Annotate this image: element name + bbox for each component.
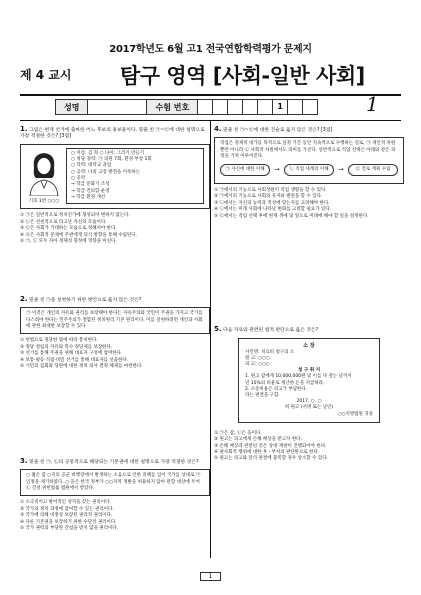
arrow-right-icon: → xyxy=(274,165,280,173)
profile-line: ○ 학력: 대학교 졸업 xyxy=(71,163,112,169)
answer-option[interactable]: ② 국가의 정치 과정에 참여할 수 있는 권리이다. xyxy=(20,506,114,512)
answer-option[interactable]: ④ ㉡에서는 미래 사회에 나타날 변화를 고려할 필요가 있다. xyxy=(214,207,332,213)
claim-line: 라는 판결을 구함. xyxy=(245,393,280,399)
answer-option[interactable]: ② ㉠에서의 기능으로 사회의 유지와 발전을 할 수 있다. xyxy=(214,194,323,200)
document-title: 소 장 xyxy=(303,343,315,350)
question-number: 1. xyxy=(20,125,28,133)
header-rule xyxy=(20,94,401,96)
question-stem: 그림은 현재 선거에 출마한 어느 후보의 홍보물이다. 밑줄 친 ㉠~㉢에 대한 설명으로 가장 적절한 것은? [3점] xyxy=(20,128,205,140)
passage-text: 직업은 경제적 대가를 목적으로 일정 기간 동안 지속적으로 수행하는 일로, ㉠ 개인적 차원뿐만 아니라 ㉡ 사회적 차원에서도 의미를 가진다. 일반적으로 직업 선택은 아래와 같은 과정을 거쳐 이루어진다. xyxy=(220,141,396,159)
exam-number-cell[interactable] xyxy=(213,100,228,114)
question-number: 3. xyxy=(20,457,28,465)
answer-option[interactable]: ③ 손해 배상과 관련된 것은 상대 재판이 진행되어야 한다. xyxy=(214,443,327,449)
answer-option[interactable]: ⑤ ㉢에서는 직업 선택 후에 현재 생애 및 앞으로 미래에 해야 할 일을 설정한다. xyxy=(214,213,369,219)
answer-option[interactable]: ④ 다른 기본권을 보장하기 위한 수단적 권리이다. xyxy=(20,519,117,525)
question-stem: 밑줄 친 ㉠, ㉡의 공통적으로 해당되는 기본권에 대한 설명으로 가장 적절한 것은? xyxy=(29,460,199,465)
page-number: 1 xyxy=(366,92,379,116)
passage-box xyxy=(214,137,404,183)
exam-number-cell[interactable]: 1 xyxy=(273,100,288,114)
answer-option[interactable]: ② ㉡은 선천적으로 타고난 자신의 모습이다. xyxy=(20,219,107,225)
question-5 xyxy=(214,326,404,463)
exam-period: 제 4 교시 xyxy=(20,68,72,82)
profile-line: → 학급 문화기 조성 xyxy=(71,182,110,188)
question-number: 2. xyxy=(20,295,28,303)
profile-line: ○ 이름: 김 혁 ○ 나이: 그리기 만들기 xyxy=(71,150,145,156)
exam-number-cell[interactable] xyxy=(258,100,273,114)
exam-number-label: 수험 번호 xyxy=(147,100,198,114)
answer-option[interactable]: ⑤ 원고는 피고와 달리 판결에 불복할 경우 상소할 수 있다. xyxy=(214,456,328,462)
answer-option[interactable]: ② 정당 설립의 자유와 복수 정당제를 보장한다. xyxy=(20,344,113,350)
passage-box: ○ 젊은 갑 ○지의 공군 비행장에서 발생하는 소음으로 인한 피해를 입어 국가를 상대로 ㉠ 인정을 제기하였다. ○ 을은 한국 정부가 ○○지역 개발을 허용하지 않아 관할 대상에 두어 ㉡ 건설 위헌법률 법원에서 받았다. xyxy=(20,469,210,496)
answer-option[interactable]: ③ ㉢은 사회가 기대하는 모습으로 정해져야 한다. xyxy=(20,226,117,232)
answer-option[interactable]: ③ ㉡에서는 자신의 능력과 적성에 맞는지를 고려해야 한다. xyxy=(214,200,330,206)
answer-option[interactable]: ⑤ ㉠, ㉡ 모두 자아 정체성 형성에 영향을 미친다. xyxy=(20,239,117,245)
answer-option[interactable]: ④ ㉣은 사회적 문제에 주관에게 의식 방향을 통해 수립된다. xyxy=(20,232,138,238)
profile-line: ○ 공약 xyxy=(71,176,86,181)
flow-step: ㉡ 직업 세계의 이해 xyxy=(284,164,334,176)
document-signer: 위 원고 (서명 또는 날인) xyxy=(284,405,334,411)
answer-option[interactable]: ① ㉠은 일반적으로 정치인가에 형성되어 변하지 않는다. xyxy=(20,213,130,219)
answer-option[interactable]: ② 원고는 피고에게 손해 배상을 받고자 한다. xyxy=(214,437,302,443)
flow-step: ㉢ 진로 계획 수립 xyxy=(348,164,398,176)
exam-title: 2017학년도 6월 고1 전국연합학력평가 문제지 xyxy=(109,44,312,55)
flow-step: ㉠ 자신에 대한 이해 xyxy=(220,164,270,176)
question-number: 4. xyxy=(214,125,222,133)
document-court: ○○지방법원 귀중 xyxy=(337,411,373,417)
question-stem: 밑줄 친 ㉠~㉢에 대한 진술로 옳지 않은 것은? [3점] xyxy=(223,128,333,133)
answer-option[interactable]: ⑤ 시민의 집회와 당원에 대한 정치 의사 결정 체제를 마련한다. xyxy=(20,363,143,369)
question-stem: 밑줄 친 ㉠을 실현하기 위한 방안으로 옳지 않은 것은? xyxy=(29,298,142,303)
answer-option[interactable]: ① ㉠에서의 기능으로 사회성원이 직업 생활을 할 수 있다. xyxy=(214,187,327,193)
exam-number-cell[interactable] xyxy=(303,100,317,114)
question-4 xyxy=(214,126,404,220)
profile-line: ○ 공약: 나의 고장 발전을 이룩하는 xyxy=(71,169,141,175)
profile-line: ○ 정당 경력: ㉠ 의원 7회, 환경 부장 1회 xyxy=(71,157,152,163)
answer-option[interactable]: ③ 국가에 의해 비정상 보장된 권리적 권리이다. xyxy=(20,513,113,519)
answer-option[interactable]: ③ 선거를 통해 주권을 위해 대표자 구성에 참여한다. xyxy=(20,351,123,357)
claim-title: 청 구 취 지 xyxy=(297,368,321,374)
exam-number-cell[interactable] xyxy=(198,100,213,114)
exam-number-cell[interactable] xyxy=(228,100,243,114)
exam-number-cell[interactable] xyxy=(243,100,258,114)
exam-number-cell[interactable] xyxy=(288,100,303,114)
passage-box: ㉠ 이것은 개인의 자유와 권리를 보장해야 한다는 자유주의와 국민이 주권을 가지고 국가를 다스려야 한다는 민주주의가 결합된 정치원리 기본 원리이다. 이를 실현하려면 개인과 사회에 관한 최대한 보장할 수 있다. xyxy=(20,307,210,334)
question-3 xyxy=(20,458,210,532)
candidate-caption: 기호 1번 ○○○ xyxy=(28,199,60,205)
page-footer xyxy=(0,573,421,580)
answer-option[interactable]: ④ 보통·평등·직접·비밀 선거를 통해 대표자를 선출한다. xyxy=(20,357,129,363)
arrow-right-icon: → xyxy=(338,165,344,173)
answer-option[interactable]: ⑤ 국가 권력의 부당한 간섭을 받지 않을 권리이다. xyxy=(20,525,119,531)
answer-option[interactable]: ④ 판사회적 행위에 대한 후 · 부처의 판단한으로 한다. xyxy=(214,450,320,456)
claim-line: 2. 소송비용은 피고가 부담한다. xyxy=(245,386,308,392)
claim-line: 연 15%의 비율로 계산한 돈을 지급하라. xyxy=(245,380,325,386)
claim-line: 1. 원고 갑에게 10,000,000원 및 이를 다 갚는 날까지 xyxy=(245,374,352,380)
question-1 xyxy=(20,126,210,245)
document-line: 피 고: ○○○ xyxy=(245,362,270,368)
document-line: 원 고: ○○○ xyxy=(245,355,270,361)
answer-option[interactable]: ① ㉠은 갑, ㉡은 을이다. xyxy=(214,430,262,436)
complaint-document xyxy=(238,338,380,422)
answer-option[interactable]: ① 헌법으로 정당한 법에 따라 통치한다. xyxy=(20,338,98,344)
document-line: 사건명: 치료비 청구의 소 xyxy=(245,349,295,355)
question-2 xyxy=(20,296,210,370)
question-stem: 다음 자료와 관련된 법적 판단으로 옳은 것은? xyxy=(223,328,319,333)
column-divider xyxy=(210,121,211,558)
profile-line: → 학급 환경 개선 xyxy=(71,194,106,200)
student-id-row xyxy=(55,99,318,115)
name-label: 성명 xyxy=(56,100,88,114)
name-field[interactable] xyxy=(88,100,147,114)
career-flow-diagram xyxy=(220,164,398,176)
answer-option[interactable]: ① 소극적이고 방어적인 성격을 갖는 권리이다. xyxy=(20,500,111,506)
subject-title: 탐구 영역 [사회-일반 사회] xyxy=(120,64,365,88)
profile-line: → 학급 건의함 운영 xyxy=(71,188,110,194)
candidate-poster xyxy=(20,144,210,210)
document-date: 2017. ○. ○ xyxy=(296,399,322,405)
candidate-portrait-icon xyxy=(26,148,62,196)
footer-page-number: 1 xyxy=(200,572,222,581)
question-number: 5. xyxy=(214,325,222,333)
